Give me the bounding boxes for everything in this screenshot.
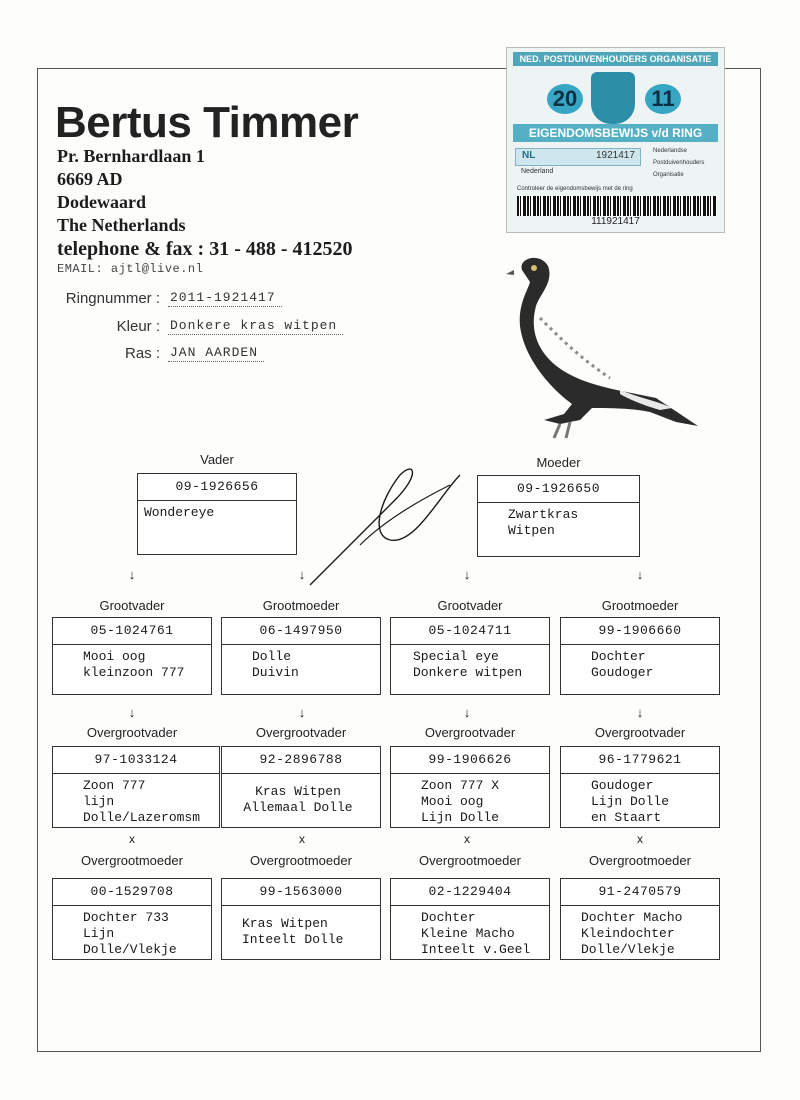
arrow-icon: ↓ <box>298 705 306 720</box>
great-grandfather-box <box>390 746 550 828</box>
great-grandmother-ring: 99-1563000 <box>222 879 380 906</box>
great-grandfather-label: Overgrootvader <box>424 725 516 740</box>
color-label: Kleur : <box>116 318 160 335</box>
sticker-side-1: Nederlandse <box>653 148 688 154</box>
great-grandfather-label: Overgrootvader <box>86 725 178 740</box>
cross-mark: x <box>464 832 470 846</box>
signature <box>300 455 470 595</box>
breeder-phone: telephone & fax : 31 - 488 - 412520 <box>57 238 353 260</box>
breeder-street: Pr. Bernhardlaan 1 <box>57 146 205 166</box>
father-desc: Wondereye <box>144 505 215 520</box>
sticker-side-2: Postduivenhouders <box>653 160 705 166</box>
grandparent-desc: Special eye Donkere witpen <box>413 649 523 680</box>
breed-label: Ras : <box>124 345 160 362</box>
great-grandmother-label: Overgrootmoeder <box>419 853 521 868</box>
sticker-side-3: Organisatie <box>653 172 684 178</box>
breed-value: JAN AARDEN <box>168 345 264 362</box>
great-grandfather-ring: 92-2896788 <box>222 747 380 774</box>
great-grandmother-box <box>52 878 212 960</box>
color-value: Donkere kras witpen <box>168 318 343 335</box>
grandparent-ring: 99-1906660 <box>561 618 719 645</box>
sticker-ring-field <box>515 148 641 166</box>
arrow-icon: ↓ <box>128 705 136 720</box>
grandparent-ring: 06-1497950 <box>222 618 380 645</box>
ring-label: Ringnummer : <box>65 290 160 307</box>
sticker-note: Controleer de eigendomsbewijs met de ring <box>517 186 633 192</box>
mother-label: Moeder <box>536 455 581 470</box>
great-grandfather-box <box>52 746 220 828</box>
mother-desc: Zwartkras Witpen <box>508 507 579 538</box>
great-grandfather-label: Overgrootvader <box>594 725 686 740</box>
mother-ring: 09-1926650 <box>478 476 639 503</box>
great-grandfather-label: Overgrootvader <box>255 725 347 740</box>
great-grandfather-ring: 96-1779621 <box>561 747 719 774</box>
sticker-year-left: 20 <box>547 84 583 114</box>
arrow-icon: ↓ <box>463 705 471 720</box>
grandparent-label: Grootmoeder <box>601 598 679 613</box>
great-grandfather-ring: 97-1033124 <box>53 747 219 774</box>
ownership-certificate-sticker <box>506 47 725 233</box>
grandparent-label: Grootvader <box>99 598 165 613</box>
lion-crest-icon <box>591 72 635 124</box>
grandparent-label: Grootvader <box>437 598 503 613</box>
grandparent-ring: 05-1024761 <box>53 618 211 645</box>
cross-mark: x <box>637 832 643 846</box>
great-grandfather-box <box>221 746 381 828</box>
great-grandfather-desc: Zoon 777 lijn Dolle/Lazeromsm <box>83 778 201 825</box>
great-grandmother-desc: Dochter Kleine Macho Inteelt v.Geel <box>421 910 531 957</box>
grandparent-ring: 05-1024711 <box>391 618 549 645</box>
great-grandmother-desc: Kras Witpen Inteelt Dolle <box>242 916 344 947</box>
grandparent-box <box>390 617 550 695</box>
great-grandmother-box <box>560 878 720 960</box>
great-grandmother-box <box>390 878 550 960</box>
father-box <box>137 473 297 555</box>
breeder-name: Bertus Timmer <box>55 98 359 147</box>
sticker-country: NL <box>522 150 536 161</box>
great-grandmother-label: Overgrootmoeder <box>81 853 183 868</box>
great-grandfather-desc: Kras Witpen Allemaal Dolle <box>243 784 353 815</box>
sticker-land: Nederland <box>521 168 554 175</box>
arrow-icon: ↓ <box>128 567 136 582</box>
mother-box <box>477 475 640 557</box>
grandparent-desc: Dochter Goudoger <box>591 649 654 680</box>
grandparent-box <box>560 617 720 695</box>
great-grandfather-desc: Goudoger Lijn Dolle en Staart <box>591 778 670 825</box>
arrow-icon: ↓ <box>636 567 644 582</box>
cross-mark: x <box>129 832 135 846</box>
sticker-org: NED. POSTDUIVENHOUDERS ORGANISATIE <box>513 52 718 66</box>
great-grandmother-ring: 02-1229404 <box>391 879 549 906</box>
great-grandmother-ring: 00-1529708 <box>53 879 211 906</box>
pigeon-illustration <box>500 248 720 443</box>
great-grandmother-desc: Dochter 733 Lijn Dolle/Vlekje <box>83 910 177 957</box>
father-ring: 09-1926656 <box>138 474 296 501</box>
great-grandmother-box <box>221 878 381 960</box>
arrow-icon: ↓ <box>298 567 306 582</box>
arrow-icon: ↓ <box>463 567 471 582</box>
grandparent-label: Grootmoeder <box>262 598 340 613</box>
great-grandmother-desc: Dochter Macho Kleindochter Dolle/Vlekje <box>581 910 683 957</box>
father-label: Vader <box>200 452 234 467</box>
grandparent-box <box>221 617 381 695</box>
great-grandfather-box <box>560 746 720 828</box>
barcode-number: 111921417 <box>591 216 640 227</box>
great-grandmother-label: Overgrootmoeder <box>250 853 352 868</box>
great-grandfather-desc: Zoon 777 X Mooi oog Lijn Dolle <box>421 778 500 825</box>
sticker-year-right: 11 <box>645 84 681 114</box>
ring-value: 2011-1921417 <box>168 290 282 307</box>
arrow-icon: ↓ <box>636 705 644 720</box>
breeder-postcode: 6669 AD <box>57 169 123 189</box>
great-grandfather-ring: 99-1906626 <box>391 747 549 774</box>
breeder-country: The Netherlands <box>57 215 186 235</box>
breeder-email: EMAIL: ajtl@live.nl <box>57 262 204 276</box>
sticker-ring: 1921417 <box>596 150 635 161</box>
cross-mark: x <box>299 832 305 846</box>
grandparent-desc: Mooi oog kleinzoon 777 <box>83 649 185 680</box>
breeder-city: Dodewaard <box>57 192 146 212</box>
great-grandmother-ring: 91-2470579 <box>561 879 719 906</box>
grandparent-desc: Dolle Duivin <box>252 649 299 680</box>
sticker-title: EIGENDOMSBEWIJS v/d RING <box>513 124 718 142</box>
barcode <box>517 196 717 216</box>
grandparent-box <box>52 617 212 695</box>
great-grandmother-label: Overgrootmoeder <box>589 853 691 868</box>
